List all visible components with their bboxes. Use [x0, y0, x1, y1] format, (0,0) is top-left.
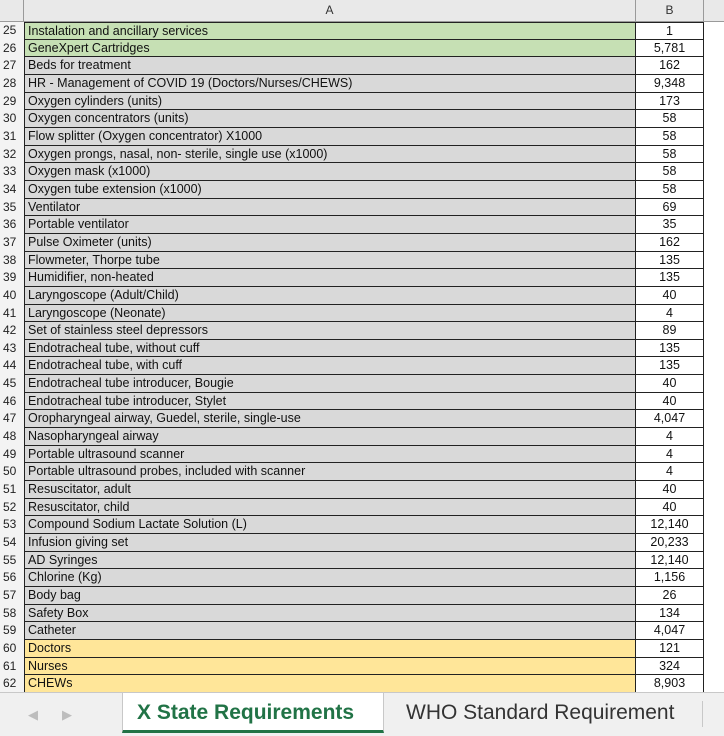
cell-a[interactable]: CHEWs [24, 675, 636, 693]
row-number[interactable]: 41 [0, 305, 24, 323]
cell-a[interactable]: Oropharyngeal airway, Guedel, sterile, single-use [24, 410, 636, 428]
cell-a[interactable]: Infusion giving set [24, 534, 636, 552]
table-row [0, 57, 724, 75]
row-number[interactable]: 29 [0, 93, 24, 111]
row-number[interactable]: 47 [0, 410, 24, 428]
cell-b[interactable]: 135 [636, 252, 704, 270]
cell-b[interactable]: 1 [636, 22, 704, 40]
cell-a[interactable]: Endotracheal tube introducer, Bougie [24, 375, 636, 393]
row-number[interactable]: 62 [0, 675, 24, 693]
cell-a[interactable]: GeneXpert Cartridges [24, 40, 636, 58]
row-number[interactable]: 52 [0, 499, 24, 517]
cell-b[interactable]: 135 [636, 340, 704, 358]
cell-a[interactable]: Nasopharyngeal airway [24, 428, 636, 446]
row-number[interactable]: 38 [0, 252, 24, 270]
cell-b[interactable]: 134 [636, 605, 704, 623]
row-number[interactable]: 28 [0, 75, 24, 93]
table-row [0, 622, 724, 640]
table-row [0, 428, 724, 446]
tab-scroll-right-icon[interactable]: ▶ [62, 707, 72, 722]
cell-a[interactable]: Endotracheal tube introducer, Stylet [24, 393, 636, 411]
cell-b[interactable]: 4,047 [636, 622, 704, 640]
cell-a[interactable]: Oxygen mask (x1000) [24, 163, 636, 181]
table-row [0, 375, 724, 393]
row-number[interactable]: 31 [0, 128, 24, 146]
cell-b[interactable]: 4,047 [636, 410, 704, 428]
cell-a[interactable]: Portable ventilator [24, 216, 636, 234]
cell-b[interactable]: 162 [636, 234, 704, 252]
cell-b[interactable]: 5,781 [636, 40, 704, 58]
cell-a[interactable]: Laryngoscope (Adult/Child) [24, 287, 636, 305]
cell-a[interactable]: Oxygen prongs, nasal, non- sterile, single use (x1000) [24, 146, 636, 164]
cell-a[interactable]: Endotracheal tube, without cuff [24, 340, 636, 358]
cell-a[interactable]: Ventilator [24, 199, 636, 217]
table-row [0, 446, 724, 464]
cell-b[interactable]: 4 [636, 446, 704, 464]
cell-b[interactable]: 9,348 [636, 75, 704, 93]
table-row [0, 322, 724, 340]
row-container [0, 22, 724, 711]
table-row [0, 199, 724, 217]
cell-a[interactable]: HR - Management of COVID 19 (Doctors/Nurses/CHEWS) [24, 75, 636, 93]
row-number[interactable]: 51 [0, 481, 24, 499]
column-header-bar [0, 0, 724, 22]
select-all-corner[interactable] [0, 0, 24, 21]
cell-a[interactable]: Oxygen cylinders (units) [24, 93, 636, 111]
table-row [0, 357, 724, 375]
cell-a[interactable]: Body bag [24, 587, 636, 605]
table-row [0, 216, 724, 234]
cell-a[interactable]: Resuscitator, child [24, 499, 636, 517]
cell-b[interactable]: 58 [636, 163, 704, 181]
table-row [0, 481, 724, 499]
table-row [0, 252, 724, 270]
cell-a[interactable]: Nurses [24, 658, 636, 676]
table-row [0, 93, 724, 111]
row-number[interactable]: 45 [0, 375, 24, 393]
row-number[interactable]: 43 [0, 340, 24, 358]
cell-a[interactable]: Safety Box [24, 605, 636, 623]
cell-b[interactable]: 12,140 [636, 552, 704, 570]
cell-b[interactable]: 162 [636, 57, 704, 75]
table-row [0, 40, 724, 58]
table-row [0, 569, 724, 587]
table-row [0, 587, 724, 605]
table-row [0, 181, 724, 199]
row-number[interactable]: 60 [0, 640, 24, 658]
row-number[interactable]: 57 [0, 587, 24, 605]
row-number[interactable]: 46 [0, 393, 24, 411]
table-row [0, 552, 724, 570]
cell-b[interactable]: 8,903 [636, 675, 704, 693]
cell-a[interactable]: Portable ultrasound probes, included with scanner [24, 463, 636, 481]
column-header-b[interactable]: B [636, 0, 704, 21]
table-row [0, 605, 724, 623]
cell-a[interactable]: Compound Sodium Lactate Solution (L) [24, 516, 636, 534]
cell-b[interactable]: 40 [636, 499, 704, 517]
cell-b[interactable]: 40 [636, 287, 704, 305]
row-number[interactable]: 27 [0, 57, 24, 75]
row-number[interactable]: 55 [0, 552, 24, 570]
cell-a[interactable]: Doctors [24, 640, 636, 658]
row-number[interactable]: 36 [0, 216, 24, 234]
table-row [0, 269, 724, 287]
table-row [0, 287, 724, 305]
table-row [0, 640, 724, 658]
cell-a[interactable]: Pulse Oximeter (units) [24, 234, 636, 252]
cell-b[interactable]: 58 [636, 128, 704, 146]
row-number[interactable]: 40 [0, 287, 24, 305]
row-number[interactable]: 44 [0, 357, 24, 375]
cell-a[interactable]: Oxygen tube extension (x1000) [24, 181, 636, 199]
cell-b[interactable]: 26 [636, 587, 704, 605]
cell-b[interactable]: 324 [636, 658, 704, 676]
cell-a[interactable]: Beds for treatment [24, 57, 636, 75]
table-row [0, 516, 724, 534]
cell-a[interactable]: Endotracheal tube, with cuff [24, 357, 636, 375]
cell-b[interactable]: 20,233 [636, 534, 704, 552]
table-row [0, 340, 724, 358]
row-number[interactable]: 32 [0, 146, 24, 164]
row-number[interactable]: 49 [0, 446, 24, 464]
cell-a[interactable]: Flowmeter, Thorpe tube [24, 252, 636, 270]
table-row [0, 463, 724, 481]
cell-b[interactable]: 35 [636, 216, 704, 234]
cell-b[interactable]: 4 [636, 305, 704, 323]
cell-b[interactable]: 1,156 [636, 569, 704, 587]
row-number[interactable]: 25 [0, 22, 24, 40]
tab-x-state-requirements[interactable]: X State Requirements [122, 693, 384, 733]
cell-b[interactable]: 40 [636, 375, 704, 393]
cell-b[interactable]: 58 [636, 110, 704, 128]
row-number[interactable]: 34 [0, 181, 24, 199]
row-number[interactable]: 26 [0, 40, 24, 58]
cell-a[interactable]: Laryngoscope (Neonate) [24, 305, 636, 323]
cell-a[interactable]: AD Syringes [24, 552, 636, 570]
row-number[interactable]: 50 [0, 463, 24, 481]
row-number[interactable]: 30 [0, 110, 24, 128]
table-row [0, 305, 724, 323]
table-row [0, 128, 724, 146]
tab-scroll-left-icon[interactable]: ◀ [28, 707, 38, 722]
cell-b[interactable]: 135 [636, 357, 704, 375]
cell-b[interactable]: 173 [636, 93, 704, 111]
row-number[interactable]: 39 [0, 269, 24, 287]
table-row [0, 234, 724, 252]
cell-b[interactable]: 4 [636, 463, 704, 481]
table-row [0, 499, 724, 517]
cell-b[interactable]: 40 [636, 481, 704, 499]
cell-a[interactable]: Catheter [24, 622, 636, 640]
cell-a[interactable]: Resuscitator, adult [24, 481, 636, 499]
cell-b[interactable]: 135 [636, 269, 704, 287]
table-row [0, 410, 724, 428]
table-row [0, 675, 724, 693]
cell-b[interactable]: 121 [636, 640, 704, 658]
cell-a[interactable]: Set of stainless steel depressors [24, 322, 636, 340]
tab-who-standard-requirement[interactable]: WHO Standard Requirement [406, 701, 675, 724]
row-number[interactable]: 53 [0, 516, 24, 534]
cell-b[interactable]: 4 [636, 428, 704, 446]
row-number[interactable]: 37 [0, 234, 24, 252]
row-number[interactable]: 35 [0, 199, 24, 217]
cell-b[interactable]: 12,140 [636, 516, 704, 534]
cell-b[interactable]: 58 [636, 181, 704, 199]
table-row [0, 75, 724, 93]
cell-a[interactable]: Instalation and ancillary services [24, 22, 636, 40]
tab-divider [702, 701, 703, 727]
table-row [0, 22, 724, 40]
sheet-tab-bar [0, 692, 724, 736]
table-row [0, 163, 724, 181]
row-number[interactable]: 58 [0, 605, 24, 623]
cell-a[interactable]: Portable ultrasound scanner [24, 446, 636, 464]
cell-b[interactable]: 58 [636, 146, 704, 164]
table-row [0, 393, 724, 411]
row-number[interactable]: 56 [0, 569, 24, 587]
cell-a[interactable]: Flow splitter (Oxygen concentrator) X1000 [24, 128, 636, 146]
row-number[interactable]: 54 [0, 534, 24, 552]
table-row [0, 534, 724, 552]
table-row [0, 110, 724, 128]
cell-b[interactable]: 89 [636, 322, 704, 340]
row-number[interactable]: 61 [0, 658, 24, 676]
cell-b[interactable]: 69 [636, 199, 704, 217]
cell-a[interactable]: Humidifier, non-heated [24, 269, 636, 287]
cell-a[interactable]: Oxygen concentrators (units) [24, 110, 636, 128]
row-number[interactable]: 42 [0, 322, 24, 340]
row-number[interactable]: 59 [0, 622, 24, 640]
cell-b[interactable]: 40 [636, 393, 704, 411]
row-number[interactable]: 33 [0, 163, 24, 181]
row-number[interactable]: 48 [0, 428, 24, 446]
table-row [0, 658, 724, 676]
cell-a[interactable]: Chlorine (Kg) [24, 569, 636, 587]
table-row [0, 146, 724, 164]
column-header-a[interactable]: A [24, 0, 636, 21]
